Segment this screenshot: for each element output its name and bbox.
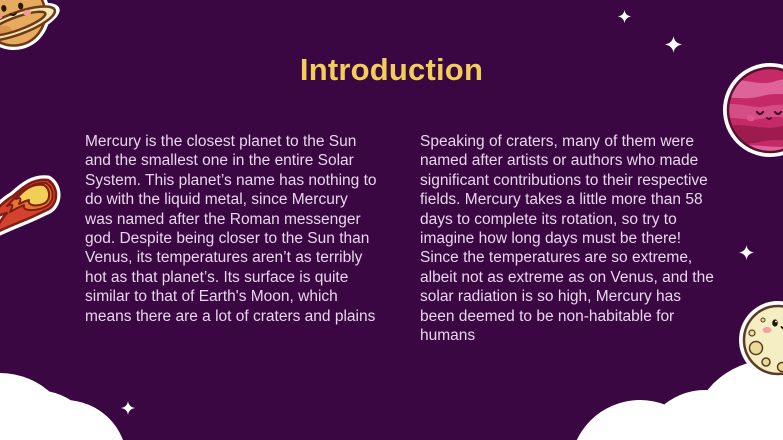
sparkle-icon — [121, 401, 135, 415]
cloud-bottom-left — [0, 360, 160, 440]
page-title: Introduction — [299, 52, 484, 87]
body-text-left: Mercury is the closest planet to the Sun and the smallest one in the entire Solar System. This planet’s name has nothing to do with the liquid metal, since Mercury was named after the Roman messenger god. Despite being closer to the Sun than Venus, its temperatures aren’t as terribly hot as that planet’s. Its surface is quite similar to that of Earth's Moon, which means there are a lot of craters and plains — [85, 133, 377, 325]
sparkle-icon — [618, 10, 631, 23]
body-text-right: Speaking of craters, many of them were named after artists or authors who made significant contributions to their respective fields. Mercury takes a little more than 58 days to complete its rotation, so try to imagine how long days must be there! Since the temperatures are so extreme, albeit not as extreme as on Venus, and the solar radiation is so high, Mercury has been deemed to be non-habitable for humans — [420, 133, 714, 345]
sparkle-icon — [739, 245, 754, 260]
comet-icon — [0, 172, 66, 242]
moon-icon — [736, 298, 783, 382]
cloud-bottom-right — [555, 360, 783, 440]
sparkle-icon — [665, 36, 682, 53]
